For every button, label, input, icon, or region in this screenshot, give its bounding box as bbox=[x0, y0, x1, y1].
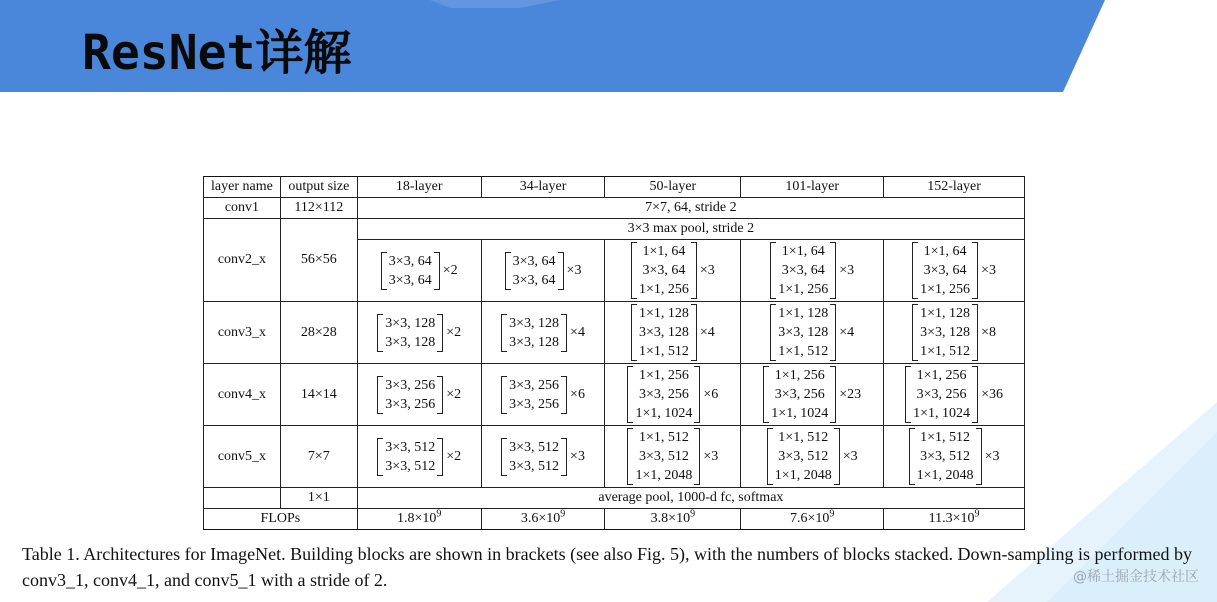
building-block bbox=[631, 304, 715, 361]
layer-name-cell: conv1 bbox=[204, 198, 281, 219]
block-multiplier: ×23 bbox=[839, 386, 862, 402]
layer-name-cell: conv2_x bbox=[204, 219, 281, 302]
block-bracket bbox=[909, 428, 982, 485]
block-bracket bbox=[905, 366, 978, 423]
output-size-cell: 1×1 bbox=[280, 488, 357, 509]
block-layer-line: 3×3, 256 bbox=[509, 396, 560, 412]
layer-name-cell: conv5_x bbox=[204, 426, 281, 488]
block-layer-line: 3×3, 512 bbox=[509, 458, 560, 474]
header-cell: 50-layer bbox=[605, 177, 741, 198]
block-layer-line: 3×3, 128 bbox=[638, 325, 689, 340]
block-multiplier: ×3 bbox=[570, 448, 585, 464]
block-bracket bbox=[377, 376, 443, 414]
flops-exponent: 9 bbox=[560, 508, 566, 520]
block-bracket bbox=[627, 428, 700, 485]
block-cell bbox=[481, 240, 605, 302]
block-layer-line: 3×3, 256 bbox=[916, 387, 967, 402]
building-block bbox=[377, 376, 461, 414]
flops-base: 1.8×10 bbox=[397, 511, 437, 526]
building-block bbox=[505, 252, 582, 290]
flops-row bbox=[204, 509, 1025, 530]
block-cell bbox=[884, 364, 1025, 426]
architecture-table-container bbox=[203, 176, 1025, 530]
block-bracket bbox=[505, 252, 564, 290]
block-layer-line: 3×3, 256 bbox=[385, 377, 436, 393]
flops-cell bbox=[357, 509, 481, 530]
conv5-row bbox=[204, 426, 1025, 488]
header-cell: output size bbox=[280, 177, 357, 198]
block-layer-line: 3×3, 512 bbox=[920, 449, 971, 464]
conv1-row bbox=[204, 198, 1025, 219]
block-layer-line: 3×3, 256 bbox=[509, 377, 560, 393]
flops-cell bbox=[481, 509, 605, 530]
header-cell: 34-layer bbox=[481, 177, 605, 198]
block-layer-line: 1×1, 2048 bbox=[916, 468, 974, 483]
block-multiplier: ×2 bbox=[446, 448, 462, 464]
block-bracket bbox=[912, 242, 978, 299]
conv4-row bbox=[204, 364, 1025, 426]
header-cell: 152-layer bbox=[884, 177, 1025, 198]
block-multiplier: ×4 bbox=[699, 324, 715, 340]
building-block bbox=[501, 438, 585, 476]
block-cell bbox=[741, 302, 884, 364]
block-cell bbox=[357, 364, 481, 426]
block-multiplier: ×3 bbox=[981, 262, 996, 278]
output-size-cell: 56×56 bbox=[280, 219, 357, 302]
block-bracket bbox=[767, 428, 840, 485]
block-layer-line: 3×3, 512 bbox=[385, 439, 436, 455]
flops-exponent: 9 bbox=[690, 508, 696, 520]
block-layer-line: 1×1, 64 bbox=[781, 244, 825, 259]
block-layer-line: 1×1, 256 bbox=[774, 368, 825, 383]
block-cell bbox=[481, 426, 605, 488]
block-layer-line: 3×3, 512 bbox=[638, 449, 689, 464]
block-multiplier: ×6 bbox=[703, 386, 719, 402]
block-layer-line: 1×1, 128 bbox=[920, 306, 971, 321]
building-block bbox=[770, 242, 854, 299]
building-block bbox=[627, 366, 718, 423]
block-bracket bbox=[501, 438, 567, 476]
header-cell: 101-layer bbox=[741, 177, 884, 198]
block-bracket bbox=[912, 304, 978, 361]
block-multiplier: ×2 bbox=[446, 324, 462, 340]
block-cell bbox=[357, 302, 481, 364]
block-layer-line: 3×3, 512 bbox=[778, 449, 829, 464]
block-multiplier: ×4 bbox=[839, 324, 855, 340]
block-layer-line: 1×1, 512 bbox=[638, 344, 689, 359]
flops-base: 3.8×10 bbox=[650, 511, 691, 526]
output-size-cell: 28×28 bbox=[280, 302, 357, 364]
building-block bbox=[377, 314, 461, 352]
flops-exponent: 9 bbox=[829, 508, 835, 520]
block-cell bbox=[605, 364, 741, 426]
block-bracket bbox=[631, 304, 697, 361]
block-layer-line: 3×3, 64 bbox=[923, 263, 967, 278]
block-layer-line: 1×1, 512 bbox=[920, 430, 971, 445]
output-size-cell: 7×7 bbox=[280, 426, 357, 488]
block-layer-line: 3×3, 64 bbox=[388, 253, 432, 269]
block-cell bbox=[605, 240, 741, 302]
block-layer-line: 3×3, 256 bbox=[638, 387, 689, 402]
watermark: @稀土掘金技术社区 bbox=[1073, 569, 1199, 585]
building-block bbox=[501, 314, 585, 352]
output-size-cell: 14×14 bbox=[280, 364, 357, 426]
output-size-cell: 112×112 bbox=[280, 198, 357, 219]
block-layer-line: 3×3, 128 bbox=[385, 315, 436, 331]
block-multiplier: ×6 bbox=[570, 386, 585, 402]
block-multiplier: ×3 bbox=[566, 262, 582, 278]
block-bracket bbox=[770, 304, 836, 361]
layer-name-cell: conv4_x bbox=[204, 364, 281, 426]
flops-exponent: 9 bbox=[436, 508, 442, 520]
table-caption: Table 1. Architectures for ImageNet. Building blocks are shown in brackets (see also Fig. 5), with the numbers of blocks stacked. Down-sampling is performed by conv3_1, conv4_1, and conv5_1 with a stride of 2. bbox=[22, 544, 1192, 590]
header-row bbox=[204, 177, 1025, 198]
block-layer-line: 3×3, 64 bbox=[642, 263, 686, 278]
block-layer-line: 3×3, 64 bbox=[512, 272, 556, 288]
block-multiplier: ×2 bbox=[446, 386, 462, 402]
pool-row bbox=[204, 219, 1025, 240]
block-layer-line: 3×3, 64 bbox=[388, 272, 432, 288]
building-block bbox=[501, 376, 585, 414]
block-multiplier: ×3 bbox=[842, 448, 858, 464]
block-cell bbox=[481, 364, 605, 426]
flops-cell bbox=[741, 509, 884, 530]
slide-title: ResNet详解 bbox=[82, 25, 352, 81]
block-multiplier: ×36 bbox=[981, 386, 1003, 402]
block-layer-line: 3×3, 128 bbox=[920, 325, 971, 340]
block-multiplier: ×2 bbox=[442, 262, 458, 278]
block-cell bbox=[884, 426, 1025, 488]
architecture-table bbox=[203, 176, 1025, 530]
block-bracket bbox=[631, 242, 697, 299]
block-layer-line: 1×1, 256 bbox=[638, 282, 689, 297]
block-layer-line: 1×1, 512 bbox=[778, 344, 829, 359]
flops-label-cell: FLOPs bbox=[204, 509, 358, 530]
flops-cell bbox=[605, 509, 741, 530]
block-cell bbox=[884, 302, 1025, 364]
building-block bbox=[912, 304, 996, 361]
block-layer-line: 1×1, 256 bbox=[638, 368, 689, 383]
block-layer-line: 3×3, 64 bbox=[512, 253, 556, 269]
block-bracket bbox=[627, 366, 700, 423]
block-layer-line: 1×1, 2048 bbox=[635, 468, 693, 483]
flops-exponent: 9 bbox=[974, 508, 980, 520]
block-layer-line: 1×1, 2048 bbox=[774, 468, 832, 483]
block-layer-line: 3×3, 256 bbox=[385, 396, 436, 412]
block-cell bbox=[605, 426, 741, 488]
block-cell bbox=[884, 240, 1025, 302]
block-multiplier: ×3 bbox=[984, 448, 1000, 464]
block-layer-line: 3×3, 128 bbox=[385, 334, 436, 350]
block-cell bbox=[357, 426, 481, 488]
building-block bbox=[627, 428, 718, 485]
block-cell bbox=[741, 426, 884, 488]
block-bracket bbox=[377, 314, 443, 352]
block-bracket bbox=[381, 252, 440, 290]
block-layer-line: 1×1, 128 bbox=[638, 306, 689, 321]
block-layer-line: 1×1, 128 bbox=[778, 306, 829, 321]
block-layer-line: 1×1, 256 bbox=[778, 282, 829, 297]
block-multiplier: ×3 bbox=[699, 262, 715, 278]
block-multiplier: ×8 bbox=[981, 324, 996, 340]
building-block bbox=[767, 428, 858, 485]
block-layer-line: 1×1, 512 bbox=[920, 344, 971, 359]
block-layer-line: 3×3, 512 bbox=[509, 439, 560, 455]
block-layer-line: 1×1, 1024 bbox=[913, 406, 971, 421]
building-block bbox=[770, 304, 854, 361]
block-layer-line: 3×3, 128 bbox=[509, 315, 560, 331]
flops-base: 11.3×10 bbox=[928, 511, 975, 526]
block-layer-line: 1×1, 256 bbox=[920, 282, 971, 297]
block-multiplier: ×3 bbox=[703, 448, 719, 464]
header-cell: 18-layer bbox=[357, 177, 481, 198]
building-block bbox=[381, 252, 458, 290]
block-layer-line: 1×1, 1024 bbox=[635, 406, 693, 421]
block-layer-line: 1×1, 64 bbox=[642, 244, 686, 259]
block-layer-line: 1×1, 64 bbox=[923, 244, 967, 259]
block-layer-line: 3×3, 128 bbox=[778, 325, 829, 340]
pool-desc-cell: 3×3 max pool, stride 2 bbox=[357, 219, 1024, 240]
block-cell bbox=[741, 240, 884, 302]
block-bracket bbox=[501, 376, 567, 414]
block-layer-line: 3×3, 256 bbox=[774, 387, 825, 402]
block-multiplier: ×3 bbox=[839, 262, 855, 278]
block-layer-line: 1×1, 512 bbox=[778, 430, 829, 445]
building-block bbox=[377, 438, 461, 476]
header-cell: layer name bbox=[204, 177, 281, 198]
building-block bbox=[631, 242, 715, 299]
building-block bbox=[909, 428, 1000, 485]
block-bracket bbox=[770, 242, 836, 299]
block-bracket bbox=[377, 438, 443, 476]
building-block bbox=[905, 366, 1003, 423]
conv1-desc-cell: 7×7, 64, stride 2 bbox=[357, 198, 1024, 219]
block-cell bbox=[481, 302, 605, 364]
flops-base: 7.6×10 bbox=[790, 511, 830, 526]
block-layer-line: 3×3, 512 bbox=[385, 458, 436, 474]
block-layer-line: 1×1, 256 bbox=[916, 368, 967, 383]
block-bracket bbox=[501, 314, 567, 352]
building-block bbox=[763, 366, 861, 423]
layer-name-cell bbox=[204, 488, 281, 509]
final-desc-cell: average pool, 1000-d fc, softmax bbox=[357, 488, 1024, 509]
block-cell bbox=[357, 240, 481, 302]
block-cell bbox=[741, 364, 884, 426]
block-layer-line: 3×3, 128 bbox=[509, 334, 560, 350]
block-cell bbox=[605, 302, 741, 364]
building-block bbox=[912, 242, 996, 299]
final-row bbox=[204, 488, 1025, 509]
flops-base: 3.6×10 bbox=[520, 511, 561, 526]
conv3-row bbox=[204, 302, 1025, 364]
block-layer-line: 1×1, 1024 bbox=[771, 406, 829, 421]
block-multiplier: ×4 bbox=[570, 324, 585, 340]
block-bracket bbox=[763, 366, 836, 423]
block-layer-line: 3×3, 64 bbox=[781, 263, 825, 278]
flops-cell bbox=[884, 509, 1025, 530]
layer-name-cell: conv3_x bbox=[204, 302, 281, 364]
block-layer-line: 1×1, 512 bbox=[638, 430, 689, 445]
